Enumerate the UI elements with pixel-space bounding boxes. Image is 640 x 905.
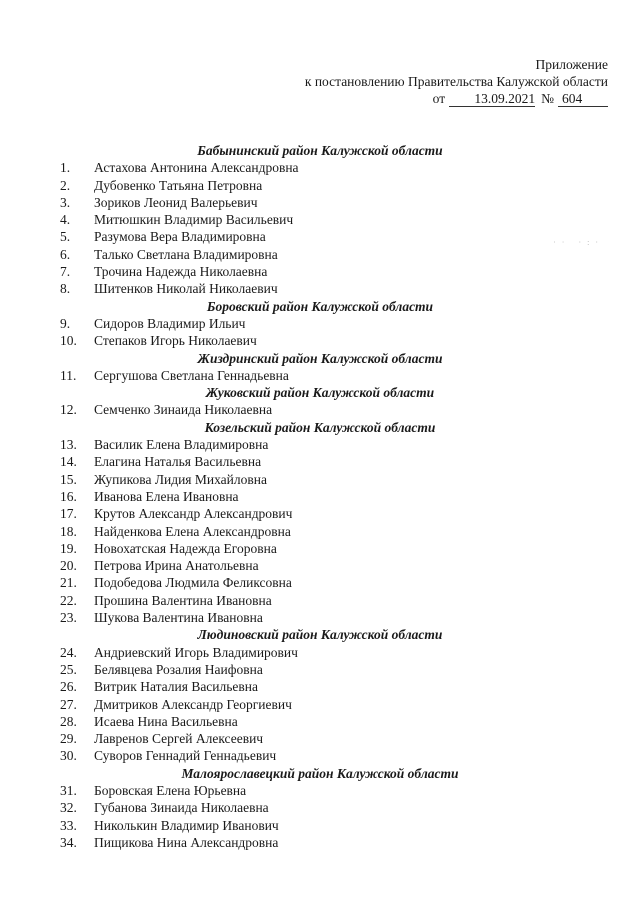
list-item xyxy=(60,557,560,574)
item-number: 22. xyxy=(60,592,77,608)
list-item xyxy=(60,678,560,695)
item-number: 28. xyxy=(60,713,77,729)
list-item xyxy=(60,177,560,194)
item-number: 11. xyxy=(60,367,77,383)
person-name: Новохатская Надежда Егоровна xyxy=(94,540,277,556)
person-name: Белявцева Розалия Наифовна xyxy=(94,661,263,677)
item-number: 23. xyxy=(60,610,77,626)
district-heading: Жиздринский район Калужской области xyxy=(197,350,443,366)
decree-date: 13.09.2021 xyxy=(449,91,535,107)
list-item xyxy=(60,523,560,540)
decree-reference xyxy=(248,90,608,107)
district-heading: Малоярославецкий район Калужской области xyxy=(181,765,459,781)
list-item xyxy=(60,471,560,488)
item-number: 26. xyxy=(60,679,77,695)
item-number: 3. xyxy=(60,194,71,210)
list-item xyxy=(60,834,560,851)
person-name: Астахова Антонина Александровна xyxy=(94,160,299,176)
item-number: 6. xyxy=(60,246,71,262)
item-number: 14. xyxy=(60,454,77,470)
item-number: 25. xyxy=(60,661,77,677)
item-number: 32. xyxy=(60,800,77,816)
list-item xyxy=(60,159,560,176)
item-number: 33. xyxy=(60,817,77,833)
person-name: Разумова Вера Владимировна xyxy=(94,229,266,245)
list-item xyxy=(60,540,560,557)
item-number: 27. xyxy=(60,696,77,712)
item-number: 21. xyxy=(60,575,77,591)
list-item xyxy=(60,194,560,211)
district-heading: Бабынинский район Калужской области xyxy=(197,143,443,158)
list-item xyxy=(60,505,560,522)
item-number: 19. xyxy=(60,540,77,556)
item-number: 30. xyxy=(60,748,77,764)
list-item xyxy=(60,332,560,349)
item-number: 17. xyxy=(60,506,77,522)
list-item xyxy=(60,799,560,816)
person-name: Николькин Владимир Иванович xyxy=(94,817,279,833)
list-item xyxy=(60,280,560,297)
person-name: Андриевский Игорь Владимирович xyxy=(94,644,298,660)
person-name: Витрик Наталия Васильевна xyxy=(94,679,259,695)
person-name: Сергушова Светлана Геннадьевна xyxy=(94,367,289,383)
person-name: Исаева Нина Васильевна xyxy=(94,713,238,729)
list-item xyxy=(60,367,560,384)
person-name: Пищикова Нина Александровна xyxy=(94,834,279,850)
item-number: 1. xyxy=(60,160,71,176)
item-number: 4. xyxy=(60,212,71,228)
person-name: Талько Светлана Владимировна xyxy=(94,246,278,262)
list-item xyxy=(60,817,560,834)
item-number: 12. xyxy=(60,402,77,418)
list-item xyxy=(60,782,560,799)
person-name: Шитенков Николай Николаевич xyxy=(94,281,278,297)
list-item xyxy=(60,713,560,730)
list-item xyxy=(60,747,560,764)
person-name: Петрова Ирина Анатольевна xyxy=(94,558,259,574)
person-name: Трочина Надежда Николаевна xyxy=(94,264,268,280)
list-item xyxy=(60,574,560,591)
list-item xyxy=(60,263,560,280)
person-name: Прошина Валентина Ивановна xyxy=(94,592,272,608)
list-item xyxy=(60,592,560,609)
item-number: 13. xyxy=(60,437,77,453)
item-number: 15. xyxy=(60,471,77,487)
item-number: 20. xyxy=(60,558,77,574)
district-heading: Жуковский район Калужской области xyxy=(205,385,435,401)
item-number: 24. xyxy=(60,644,77,660)
item-number: 7. xyxy=(60,264,71,280)
person-name: Губанова Зинаида Николаевна xyxy=(94,800,269,816)
person-name: Дубовенко Татьяна Петровна xyxy=(94,177,263,193)
person-name: Шукова Валентина Ивановна xyxy=(94,610,263,626)
person-name: Степаков Игорь Николаевич xyxy=(94,333,257,349)
list-item xyxy=(60,453,560,470)
document-header xyxy=(248,56,608,107)
from-label: от xyxy=(432,91,446,106)
person-name: Иванова Елена Ивановна xyxy=(94,488,239,504)
list-item xyxy=(60,696,560,713)
person-name: Подобедова Людмила Феликсовна xyxy=(94,575,292,591)
appendix-subtitle: к постановлению Правительства Калужской области xyxy=(304,74,608,89)
number-label: № xyxy=(541,91,554,106)
district-heading: Людиновский район Калужской области xyxy=(197,627,443,643)
list-item xyxy=(60,436,560,453)
item-number: 31. xyxy=(60,782,77,798)
item-number: 8. xyxy=(60,281,71,297)
person-name: Василик Елена Владимировна xyxy=(94,437,269,453)
item-number: 34. xyxy=(60,834,77,850)
list-item xyxy=(60,661,560,678)
person-name: Митюшкин Владимир Васильевич xyxy=(94,212,294,228)
scan-specks: ·· ·:· xyxy=(553,238,604,247)
item-number: 16. xyxy=(60,488,77,504)
person-name: Дмитриков Александр Георгиевич xyxy=(94,696,292,712)
list-item xyxy=(60,211,560,228)
person-name: Елагина Наталья Васильевна xyxy=(94,454,262,470)
person-name: Боровская Елена Юрьевна xyxy=(94,782,247,798)
item-number: 18. xyxy=(60,523,77,539)
list-item xyxy=(60,730,560,747)
list-item xyxy=(60,609,560,626)
list-item xyxy=(60,401,560,418)
person-name: Зориков Леонид Валерьевич xyxy=(94,194,258,210)
person-name: Семченко Зинаида Николаевна xyxy=(94,402,273,418)
item-number: 2. xyxy=(60,177,71,193)
list-item xyxy=(60,488,560,505)
district-heading: Боровский район Калужской области xyxy=(206,298,434,314)
appendix-title: Приложение xyxy=(535,57,608,72)
item-number: 29. xyxy=(60,731,77,747)
list-item xyxy=(60,315,560,332)
item-number: 9. xyxy=(60,315,71,331)
item-number: 10. xyxy=(60,333,77,349)
list-item xyxy=(60,644,560,661)
decree-number: 604 xyxy=(558,91,608,107)
list-item xyxy=(60,228,560,245)
list-item xyxy=(60,246,560,263)
person-name: Крутов Александр Александрович xyxy=(94,506,293,522)
person-name: Жупикова Лидия Михайловна xyxy=(94,471,267,487)
person-name: Суворов Геннадий Геннадьевич xyxy=(94,748,277,764)
district-heading: Козельский район Калужской области xyxy=(204,419,436,435)
people-list xyxy=(60,142,560,851)
person-name: Сидоров Владимир Ильич xyxy=(94,315,246,331)
person-name: Лавренов Сергей Алексеевич xyxy=(94,731,264,747)
person-name: Найденкова Елена Александровна xyxy=(94,523,291,539)
item-number: 5. xyxy=(60,229,71,245)
